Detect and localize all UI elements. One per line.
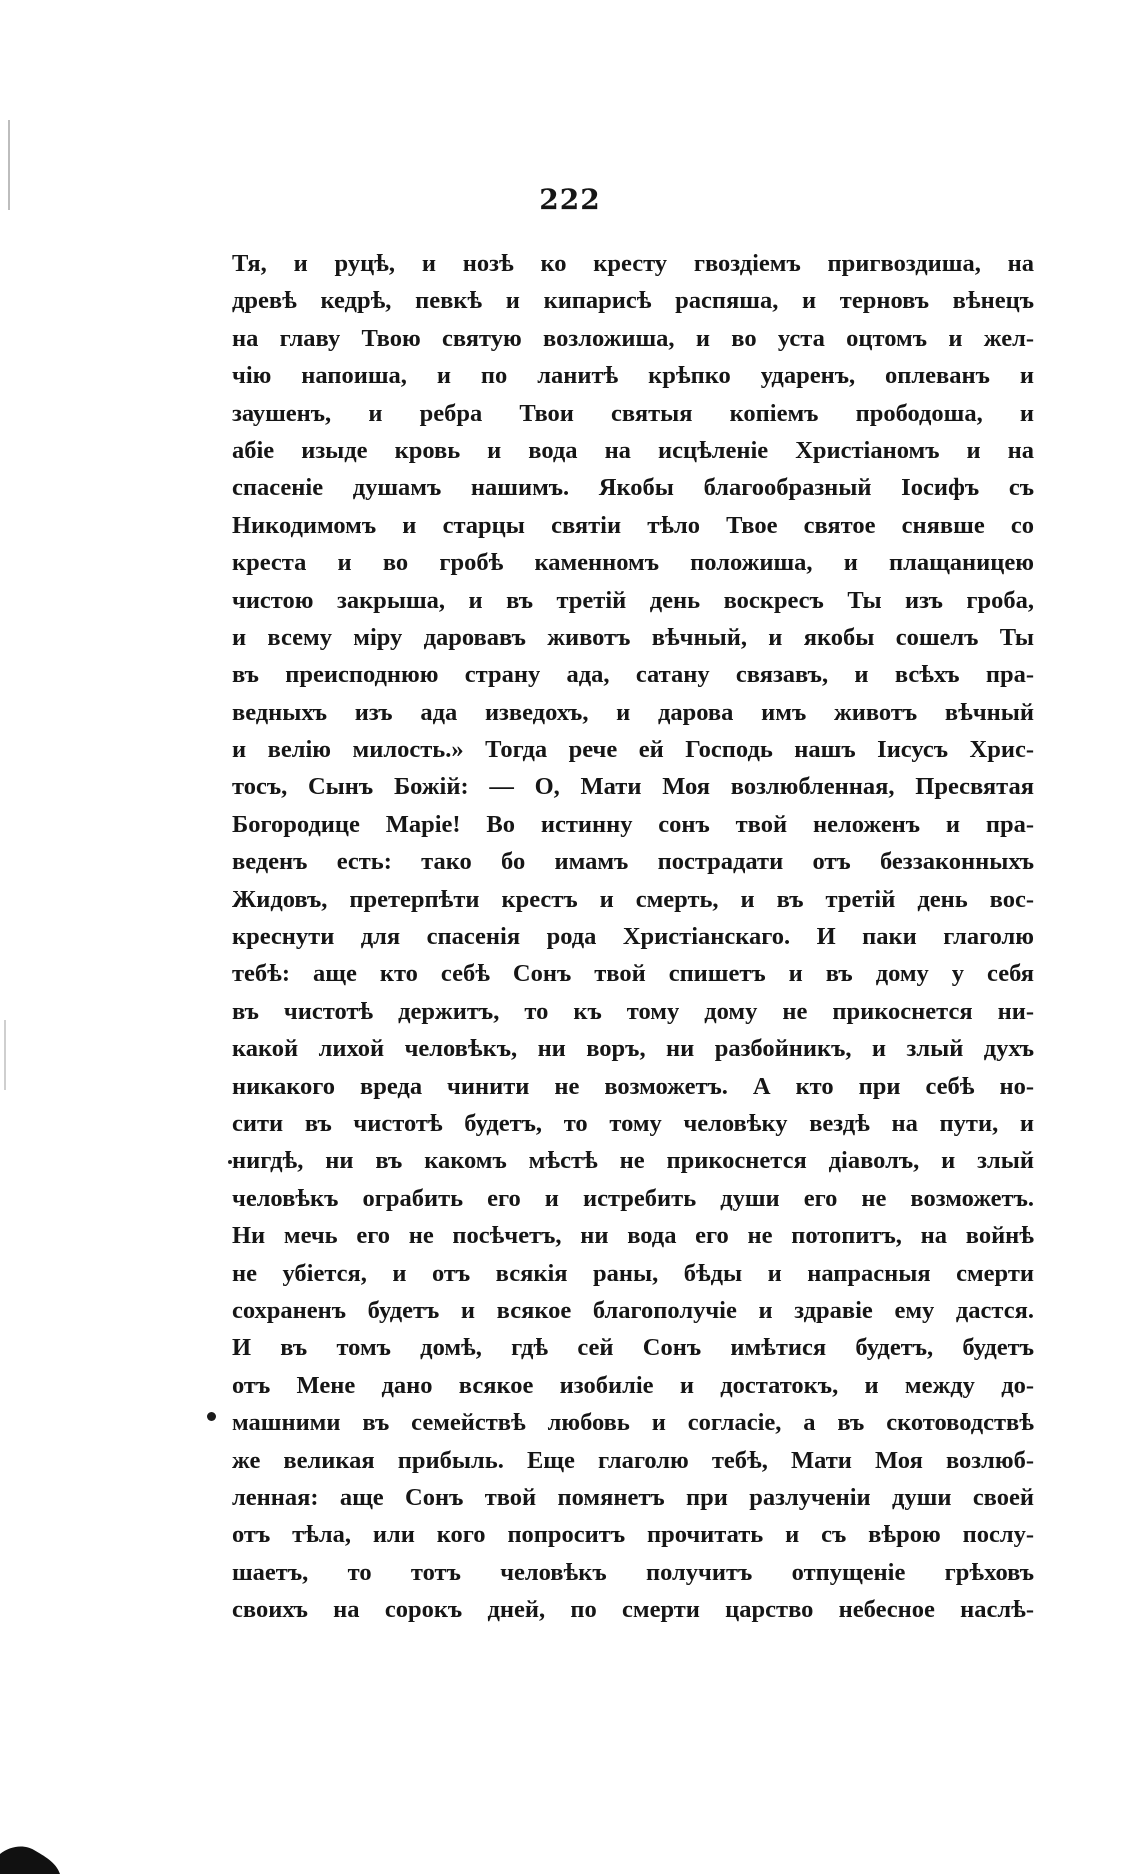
stray-dot <box>228 1160 232 1164</box>
text-line: Ни мечь его не посѣчетъ, ни вода его не потопитъ, на войнѣ <box>232 1222 1034 1250</box>
text-line: на главу Твою святую возложиша, и во уста оцтомъ и жел- <box>232 324 1034 352</box>
text-line: сохраненъ будетъ и всякое благополучіе и здравіе ему дастся. <box>232 1296 1034 1324</box>
text-line: веденъ есть: тако бо имамъ пострадати отъ беззаконныхъ <box>232 848 1034 876</box>
text-line: и всему міру даровавъ животъ вѣчный, и якобы сошелъ Ты <box>232 623 1034 651</box>
text-line: Тя, и руцѣ, и нозѣ ко кресту гвоздіемъ пригвоздиша, на <box>232 250 1034 277</box>
body-text <box>232 245 1034 1628</box>
text-line: ленная: аще Сонъ твой помянетъ при разлученіи души своей <box>232 1483 1034 1511</box>
text-line: никакого вреда чинити не возможетъ. А кто при себѣ но- <box>232 1072 1034 1100</box>
text-line: тосъ, Сынъ Божій: — О, Мати Моя возлюбленная, Пресвятая <box>232 773 1034 801</box>
text-line: шаетъ, то тотъ человѣкъ получитъ отпущеніе грѣховъ <box>232 1558 1034 1586</box>
text-line: сити въ чистотѣ будетъ, то тому человѣку вездѣ на пути, и <box>232 1109 1034 1137</box>
text-line: Никодимомъ и старцы святіи тѣло Твое святое снявше со <box>232 511 1034 539</box>
text-line: отъ тѣла, или кого попроситъ прочитать и съ вѣрою послу- <box>232 1521 1034 1549</box>
text-line: человѣкъ ограбить его и истребить души его не возможетъ. <box>232 1184 1034 1212</box>
scan-edge-mark <box>8 120 10 210</box>
text-line: же великая прибыль. Еще глаголю тебѣ, Мати Моя возлюб- <box>232 1446 1034 1474</box>
text-line: чистою закрыша, и въ третій день воскресъ Ты изъ гроба, <box>232 586 1034 614</box>
text-line: въ чистотѣ держитъ, то къ тому дому не прикоснется ни- <box>232 997 1034 1025</box>
scan-edge-mark <box>4 1020 6 1090</box>
text-line: креснути для спасенія рода Христіанскаго. И паки глаголю <box>232 923 1034 951</box>
text-line: креста и во гробѣ каменномъ положиша, и плащаницею <box>232 549 1034 577</box>
text-line: нигдѣ, ни въ какомъ мѣстѣ не прикоснется діаволъ, и злый <box>232 1147 1034 1175</box>
text-line: И въ томъ домѣ, гдѣ сей Сонъ имѣтися будетъ, будетъ <box>232 1334 1034 1362</box>
text-line: чію напоиша, и по ланитѣ крѣпко ударенъ, оплеванъ и <box>232 362 1034 390</box>
text-line: отъ Мене дано всякое изобиліе и достатокъ, и между до- <box>232 1371 1034 1399</box>
scan-blot <box>0 1840 60 1874</box>
page-number: 222 <box>539 183 601 216</box>
text-line: какой лихой человѣкъ, ни воръ, ни разбойникъ, и злый духъ <box>232 1035 1034 1063</box>
text-line: тебѣ: аще кто себѣ Сонъ твой спишетъ и въ дому у себя <box>232 960 1034 988</box>
text-line: Богородице Маріе! Во истинну сонъ твой неложенъ и пра- <box>232 810 1034 838</box>
margin-bullet-mark <box>207 1412 216 1421</box>
text-line: и велію милость.» Тогда рече ей Господь нашъ Іисусъ Хрис- <box>232 736 1034 764</box>
text-line: древѣ кедрѣ, певкѣ и кипарисѣ распяша, и терновъ вѣнецъ <box>232 287 1034 315</box>
text-line: Жидовъ, претерпѣти крестъ и смерть, и въ третій день вос- <box>232 885 1034 913</box>
text-line: заушенъ, и ребра Твои святыя копіемъ прободоша, и <box>232 399 1034 427</box>
text-line: машними въ семействѣ любовь и согласіе, а въ скотоводствѣ <box>232 1409 1034 1437</box>
text-line: не убіется, и отъ всякія раны, бѣды и напрасныя смерти <box>232 1259 1034 1287</box>
text-line: абіе изыде кровь и вода на исцѣленіе Христіаномъ и на <box>232 436 1034 464</box>
text-line: въ преисподнюю страну ада, сатану связавъ, и всѣхъ пра- <box>232 661 1034 689</box>
text-line: спасеніе душамъ нашимъ. Якобы благообразный Іосифъ съ <box>232 474 1034 502</box>
text-line: своихъ на сорокъ дней, по смерти царство небесное наслѣ- <box>232 1596 1034 1624</box>
text-line: ведныхъ изъ ада изведохъ, и дарова имъ животъ вѣчный <box>232 698 1034 726</box>
